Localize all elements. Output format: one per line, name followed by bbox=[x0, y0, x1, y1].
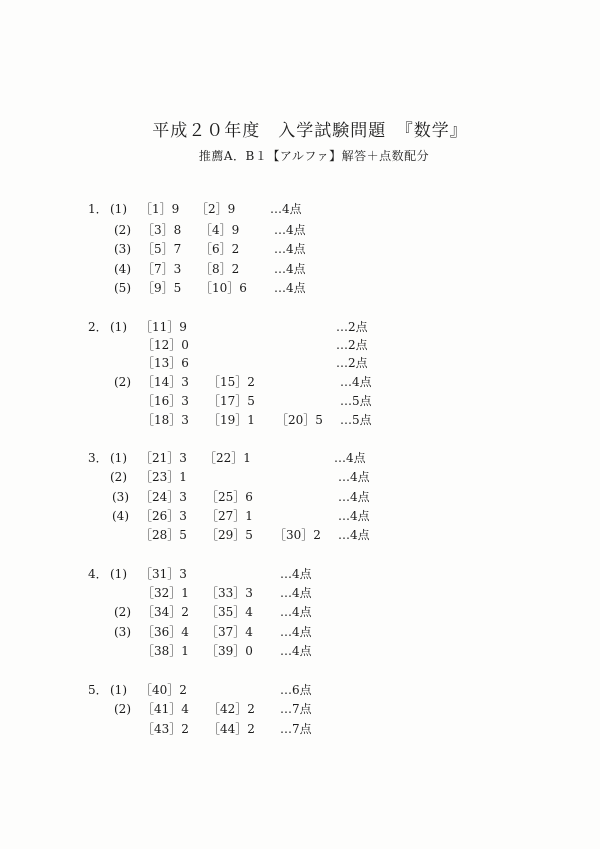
answer-cell: ［30］2 bbox=[274, 528, 321, 542]
answer-cell: ［1］9 bbox=[140, 202, 180, 216]
answer-cell: ［19］1 bbox=[208, 413, 255, 427]
answer-cell: ［8］2 bbox=[200, 262, 240, 276]
points-value: …4点 bbox=[270, 202, 302, 216]
answer-cell: ［24］3 bbox=[140, 490, 187, 504]
points-value: …4点 bbox=[334, 451, 366, 465]
sub-question-label: (4) bbox=[114, 262, 131, 276]
points-value: …4点 bbox=[280, 625, 312, 639]
points-value: …2点 bbox=[336, 320, 368, 334]
answer-cell: ［2］9 bbox=[196, 202, 236, 216]
points-value: …4点 bbox=[274, 242, 306, 256]
page-title: 平成２０年度 入学試験問題 『数学』 bbox=[152, 121, 468, 141]
answer-cell: ［13］6 bbox=[142, 356, 189, 370]
question-number: 4． bbox=[88, 567, 108, 581]
points-value: …4点 bbox=[280, 605, 312, 619]
points-value: …2点 bbox=[336, 338, 368, 352]
answer-cell: ［20］5 bbox=[276, 413, 323, 427]
answer-cell: ［42］2 bbox=[208, 702, 255, 716]
answer-cell: ［3］8 bbox=[142, 223, 182, 237]
points-value: …5点 bbox=[340, 413, 372, 427]
question-number: 2． bbox=[88, 320, 108, 334]
answer-cell: ［25］6 bbox=[206, 490, 253, 504]
answer-cell: ［33］3 bbox=[206, 586, 253, 600]
points-value: …7点 bbox=[280, 722, 312, 736]
answer-cell: ［5］7 bbox=[142, 242, 182, 256]
points-value: …4点 bbox=[338, 490, 370, 504]
points-value: …4点 bbox=[338, 528, 370, 542]
points-value: …4点 bbox=[280, 644, 312, 658]
points-value: …4点 bbox=[338, 509, 370, 523]
sub-question-label: (2) bbox=[114, 375, 131, 389]
answer-cell: ［34］2 bbox=[142, 605, 189, 619]
answer-cell: ［21］3 bbox=[140, 451, 187, 465]
answer-cell: ［18］3 bbox=[142, 413, 189, 427]
page-subtitle: 推薦A．B１【アルファ】解答＋点数配分 bbox=[198, 149, 430, 163]
answer-cell: ［28］5 bbox=[140, 528, 187, 542]
answer-cell: ［32］1 bbox=[142, 586, 189, 600]
points-value: …4点 bbox=[274, 281, 306, 295]
answer-cell: ［40］2 bbox=[140, 683, 187, 697]
answer-cell: ［12］0 bbox=[142, 338, 189, 352]
answer-cell: ［9］5 bbox=[142, 281, 182, 295]
sub-question-label: (3) bbox=[112, 490, 129, 504]
answer-cell: ［16］3 bbox=[142, 394, 189, 408]
sub-question-label: (2) bbox=[114, 702, 131, 716]
question-number: 3． bbox=[88, 451, 108, 465]
points-value: …4点 bbox=[280, 567, 312, 581]
answer-cell: ［26］3 bbox=[140, 509, 187, 523]
sub-question-label: (4) bbox=[112, 509, 129, 523]
sub-question-label: (3) bbox=[114, 242, 131, 256]
answer-cell: ［14］3 bbox=[142, 375, 189, 389]
sub-question-label: (2) bbox=[114, 605, 131, 619]
points-value: …4点 bbox=[340, 375, 372, 389]
answer-cell: ［43］2 bbox=[142, 722, 189, 736]
answer-cell: ［35］4 bbox=[206, 605, 253, 619]
points-value: …4点 bbox=[274, 223, 306, 237]
answer-cell: ［23］1 bbox=[140, 470, 187, 484]
question-number: 1． bbox=[88, 202, 108, 216]
sub-question-label: (1) bbox=[110, 451, 127, 465]
answer-cell: ［37］4 bbox=[206, 625, 253, 639]
points-value: …2点 bbox=[336, 356, 368, 370]
answer-cell: ［6］2 bbox=[200, 242, 240, 256]
answer-cell: ［10］6 bbox=[200, 281, 247, 295]
sub-question-label: (1) bbox=[110, 320, 127, 334]
sub-question-label: (5) bbox=[114, 281, 131, 295]
question-number: 5． bbox=[88, 683, 108, 697]
answer-cell: ［31］3 bbox=[140, 567, 187, 581]
answer-cell: ［29］5 bbox=[206, 528, 253, 542]
points-value: …4点 bbox=[274, 262, 306, 276]
sub-question-label: (1) bbox=[110, 683, 127, 697]
sub-question-label: (1) bbox=[110, 202, 127, 216]
answer-cell: ［17］5 bbox=[208, 394, 255, 408]
sub-question-label: (2) bbox=[110, 470, 127, 484]
answer-cell: ［7］3 bbox=[142, 262, 182, 276]
points-value: …4点 bbox=[338, 470, 370, 484]
points-value: …6点 bbox=[280, 683, 312, 697]
points-value: …7点 bbox=[280, 702, 312, 716]
sub-question-label: (3) bbox=[114, 625, 131, 639]
points-value: …5点 bbox=[340, 394, 372, 408]
sub-question-label: (2) bbox=[114, 223, 131, 237]
answer-cell: ［41］4 bbox=[142, 702, 189, 716]
answer-cell: ［38］1 bbox=[142, 644, 189, 658]
points-value: …4点 bbox=[280, 586, 312, 600]
answer-cell: ［15］2 bbox=[208, 375, 255, 389]
answer-cell: ［4］9 bbox=[200, 223, 240, 237]
answer-cell: ［27］1 bbox=[206, 509, 253, 523]
answer-cell: ［11］9 bbox=[140, 320, 187, 334]
answer-cell: ［22］1 bbox=[204, 451, 251, 465]
answer-cell: ［36］4 bbox=[142, 625, 189, 639]
answer-cell: ［44］2 bbox=[208, 722, 255, 736]
answer-cell: ［39］0 bbox=[206, 644, 253, 658]
sub-question-label: (1) bbox=[110, 567, 127, 581]
